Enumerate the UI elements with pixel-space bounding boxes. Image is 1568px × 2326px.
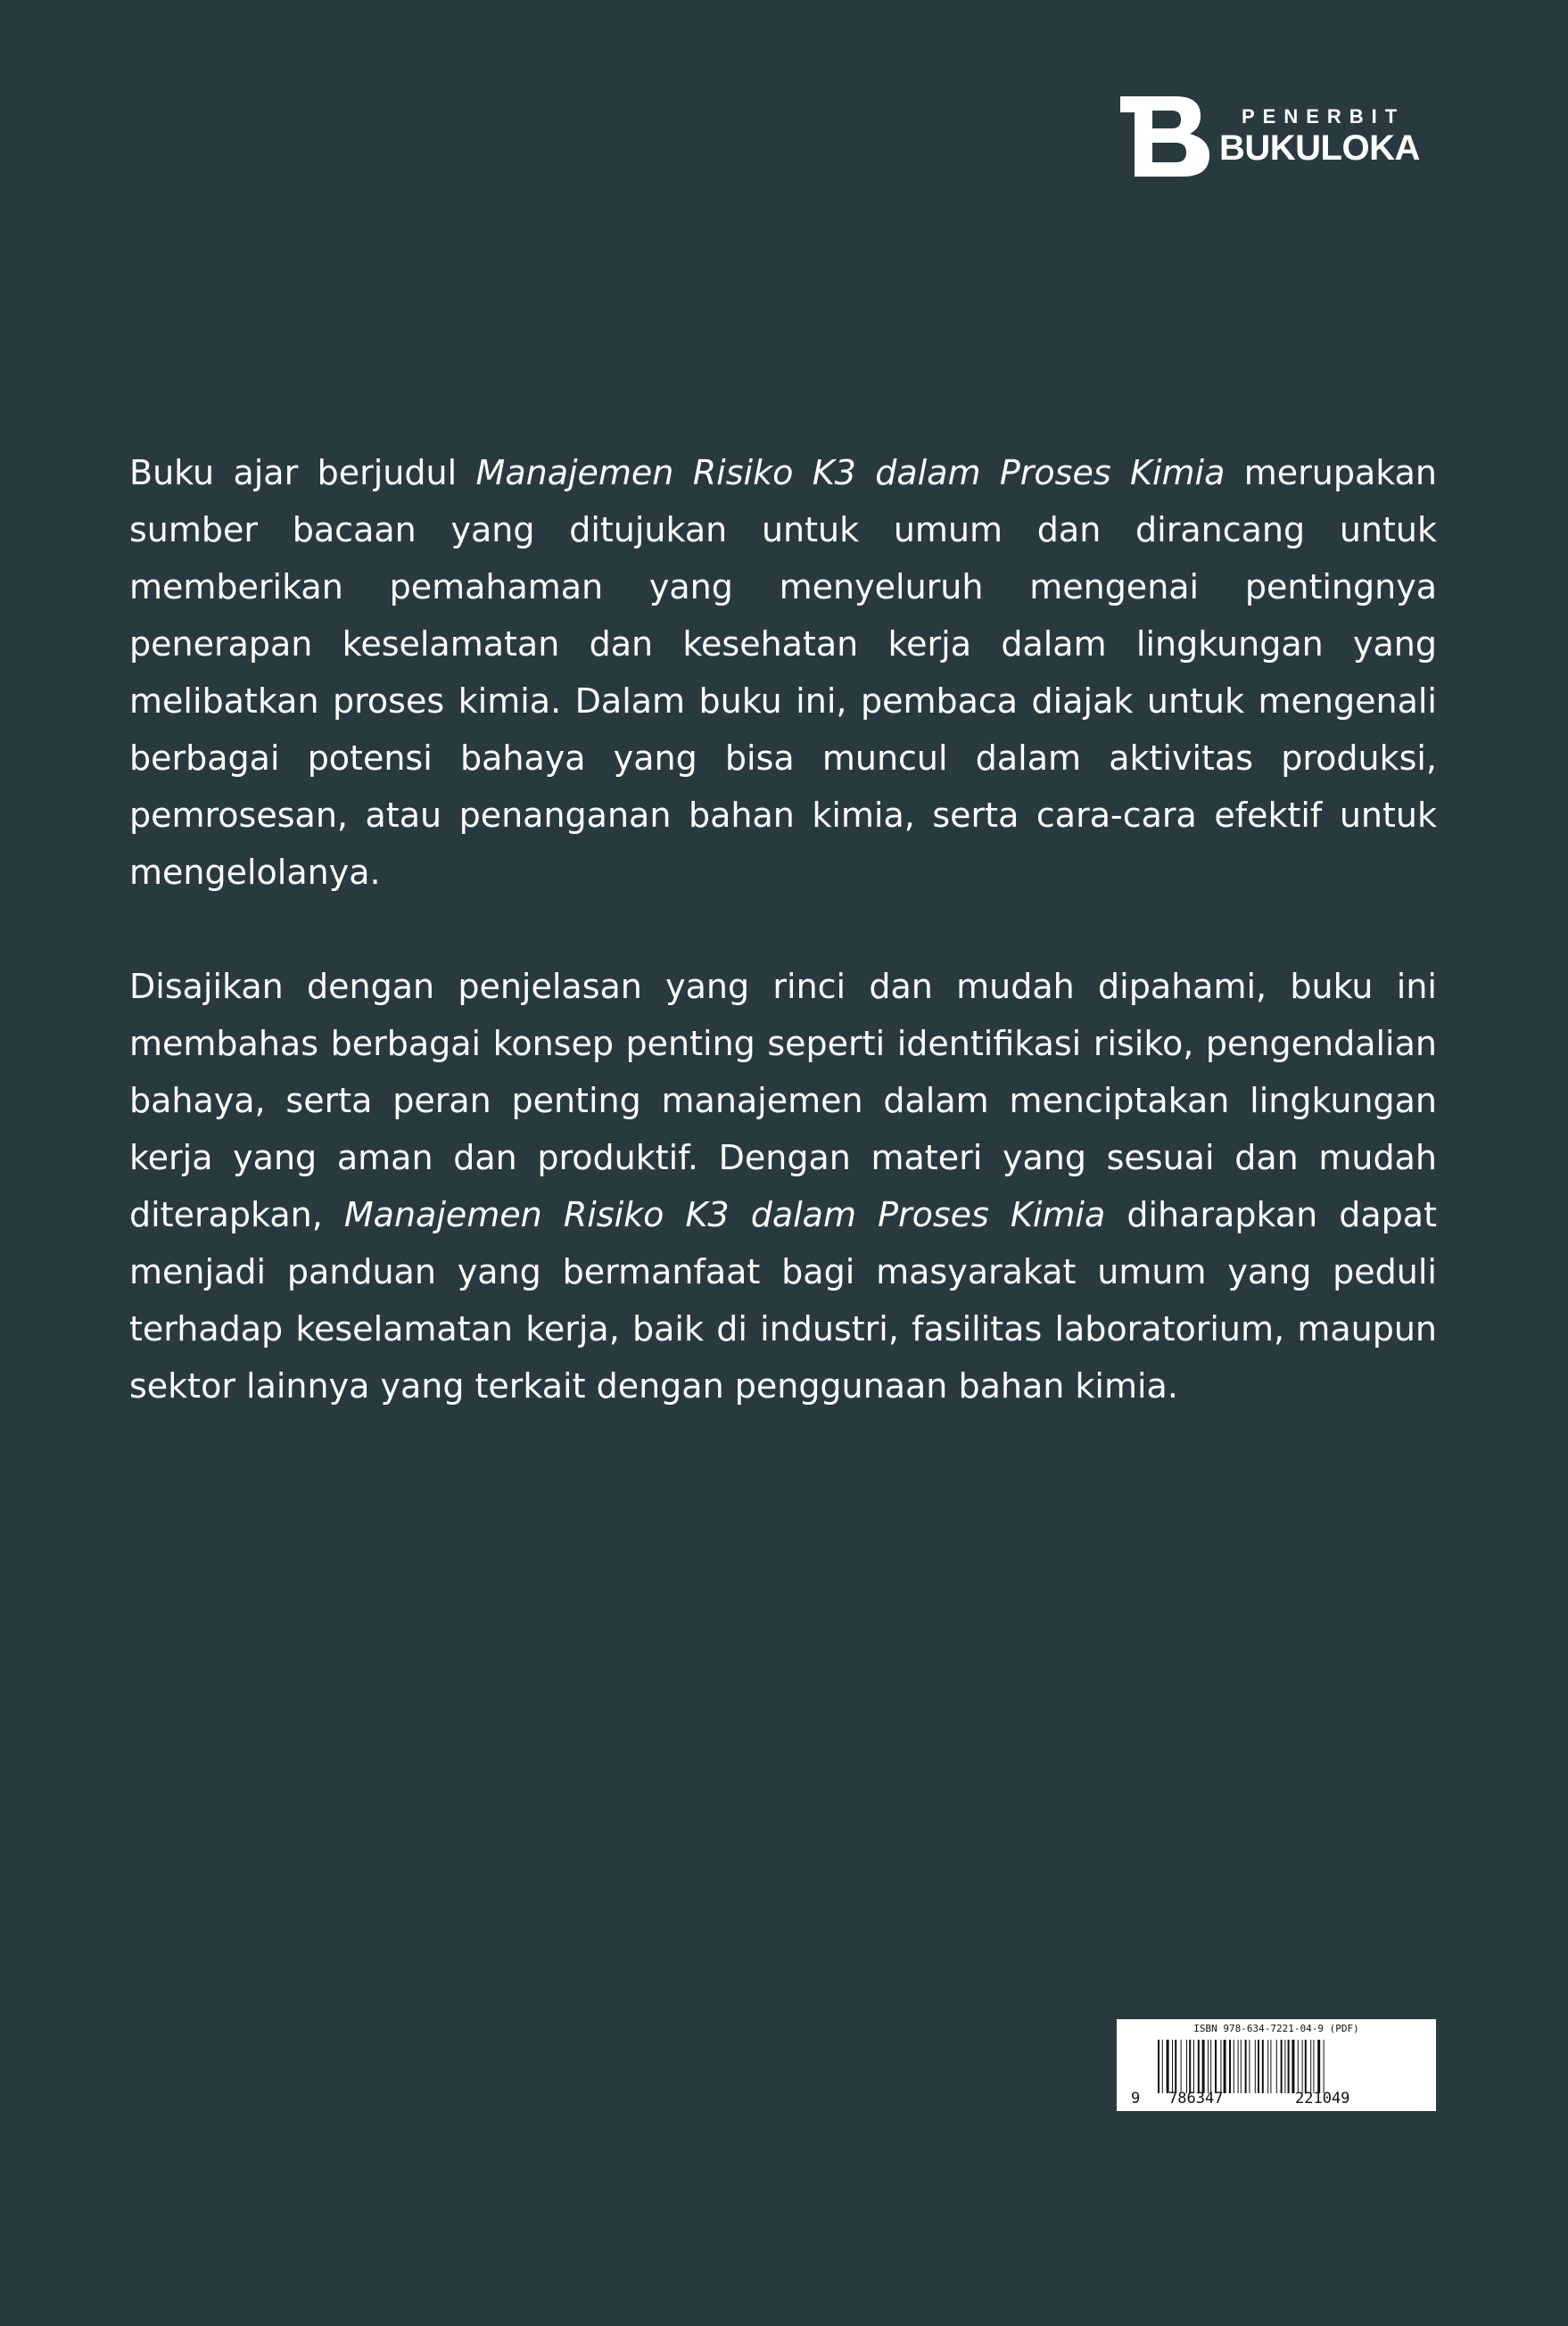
barcode-bar <box>1175 2040 1176 2093</box>
barcode-bar <box>1220 2040 1221 2093</box>
barcode-bars-icon <box>1158 2040 1391 2093</box>
barcode-bar <box>1258 2040 1259 2093</box>
barcode-digits-left: 786347 <box>1168 2090 1224 2107</box>
barcode-digits-right: 221049 <box>1295 2090 1350 2107</box>
barcode-bar <box>1215 2040 1217 2093</box>
barcode-bar <box>1310 2040 1311 2093</box>
publisher-label: PENERBIT <box>1242 105 1406 128</box>
barcode-bar <box>1288 2040 1290 2093</box>
barcode-bar <box>1229 2040 1231 2093</box>
barcode-bar <box>1238 2040 1239 2093</box>
barcode-bar <box>1276 2040 1277 2093</box>
book-blurb <box>129 444 1437 1415</box>
barcode-bar <box>1241 2040 1242 2093</box>
barcode-bar <box>1198 2040 1200 2093</box>
barcode-bar <box>1284 2040 1285 2093</box>
barcode-bar <box>1210 2040 1211 2093</box>
p1-body-text: merupakan sumber bacaan yang ditujukan untuk umum dan dirancang untuk memberikan pemahaman yang menyeluruh mengenai pentingnya penerapan keselamatan dan kesehatan kerja dalam lingkungan yang melibatkan proses kimia. Dalam buku ini, pembaca diajak untuk mengenali berbagai potensi bahaya yang bisa muncul dalam aktivitas produksi, pemrosesan, atau penanganan bahan kimia, serta cara-cara efektif untuk mengelolanya. <box>129 453 1437 892</box>
barcode-bar <box>1167 2040 1169 2093</box>
barcode-bar <box>1262 2040 1264 2093</box>
publisher-logo <box>1120 96 1438 177</box>
barcode-bar <box>1313 2040 1314 2093</box>
barcode-bar <box>1249 2040 1250 2093</box>
book-title-italic: Manajemen Risiko K3 dalam Proses Kimia <box>343 1195 1106 1234</box>
barcode-bar <box>1224 2040 1226 2093</box>
barcode-digit-first: 9 <box>1131 2090 1141 2107</box>
p2-lead-text: Disajikan dengan penjelasan yang rinci dan mudah dipahami, buku ini membahas berbagai konsep penting seperti identifikasi risiko, pengendalian bahaya, serta peran penting manajemen dalam menciptakan lingkungan kerja yang aman dan produktif. Dengan materi yang sesuai dan mudah diterapkan, <box>129 967 1437 1234</box>
barcode-bar <box>1324 2040 1325 2093</box>
barcode-bar <box>1162 2040 1163 2093</box>
barcode-bar <box>1208 2040 1209 2093</box>
isbn-barcode <box>1117 2019 1436 2111</box>
barcode-bar <box>1193 2040 1194 2093</box>
publisher-name: BUKULOKA <box>1219 128 1420 168</box>
isbn-number: ISBN 978-634-7221-04-9 (PDF) <box>1193 2023 1359 2034</box>
barcode-bar <box>1302 2040 1303 2093</box>
barcode-bar <box>1189 2040 1191 2093</box>
barcode-bar <box>1267 2040 1268 2093</box>
barcode-bar <box>1181 2040 1182 2093</box>
barcode-bar <box>1317 2040 1320 2093</box>
blurb-paragraph-1 <box>129 444 1437 901</box>
bukuloka-b-logo-icon <box>1120 96 1213 177</box>
barcode-bar <box>1292 2040 1294 2093</box>
barcode-bar <box>1298 2040 1299 2093</box>
barcode-bar <box>1202 2040 1205 2093</box>
barcode-bar <box>1186 2040 1187 2093</box>
p1-lead-text: Buku ajar berjudul <box>129 453 476 492</box>
blurb-paragraph-2 <box>129 958 1437 1415</box>
barcode-bar <box>1281 2040 1283 2093</box>
barcode-bar <box>1255 2040 1256 2093</box>
barcode-bar <box>1305 2040 1307 2093</box>
barcode-bar <box>1270 2040 1271 2093</box>
barcode-bar <box>1245 2040 1247 2093</box>
barcode-bar <box>1158 2040 1159 2093</box>
p2-body-text: diharapkan dapat menjadi panduan yang bermanfaat bagi masyarakat umum yang peduli terhadap keselamatan kerja, baik di industri, fasilitas laboratorium, maupun sektor lainnya yang terkait dengan penggunaan bahan kimia. <box>129 1195 1437 1406</box>
barcode-bar <box>1172 2040 1173 2093</box>
book-title-italic: Manajemen Risiko K3 dalam Proses Kimia <box>475 453 1226 492</box>
